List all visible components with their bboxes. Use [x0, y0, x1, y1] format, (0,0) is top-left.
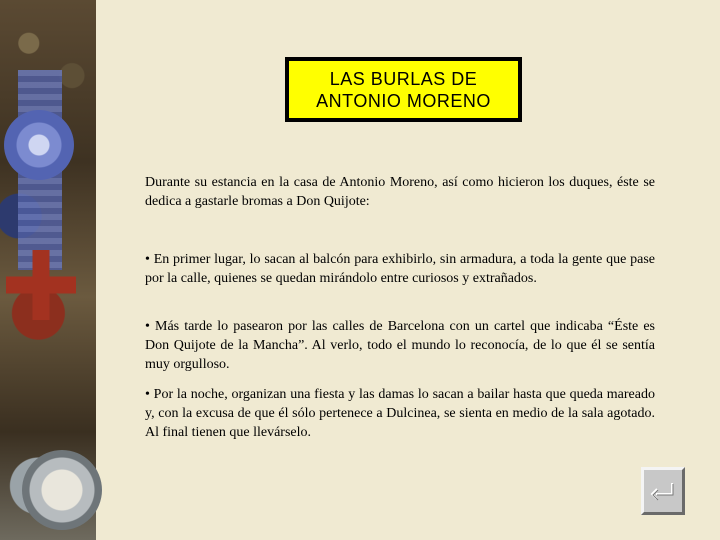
medals-decorative-image — [0, 0, 96, 540]
bullet-paragraph-3: • Por la noche, organizan una fiesta y las damas lo sacan a bailar hasta que queda mareado y, con la excusa de que él sólo pertenece a Dulcinea, se sienta en medio de la sala agotado. Al final tienen que llevárselo. — [145, 387, 655, 440]
back-button[interactable] — [641, 467, 685, 515]
slide-title — [289, 61, 518, 118]
bullet-paragraph-2: • Más tarde lo pasearon por las calles de Barcelona con un cartel que indicaba “Éste es Don Quijote de la Mancha”. Al verlo, todo el mundo lo reconocía, de lo que él se sentía muy orgulloso. — [145, 319, 655, 372]
compass-shape — [22, 450, 102, 530]
return-arrow-icon — [648, 479, 678, 503]
title-line-1: LAS BURLAS DE — [329, 68, 478, 89]
title-line-2: ANTONIO MORENO — [316, 90, 491, 111]
cross-medal-shape — [6, 250, 76, 320]
rosette-shape — [4, 110, 74, 180]
intro-paragraph: Durante su estancia en la casa de Antonio Moreno, así como hicieron los duques, éste se dedica a gastarle bromas a Don Quijote: — [145, 175, 655, 209]
bullet-paragraph-1: • En primer lugar, lo sacan al balcón para exhibirlo, sin armadura, a toda la gente que pase por la calle, quienes se quedan mirándolo entre curiosos y extrañados. — [145, 252, 655, 286]
slide-title-box — [285, 57, 522, 122]
